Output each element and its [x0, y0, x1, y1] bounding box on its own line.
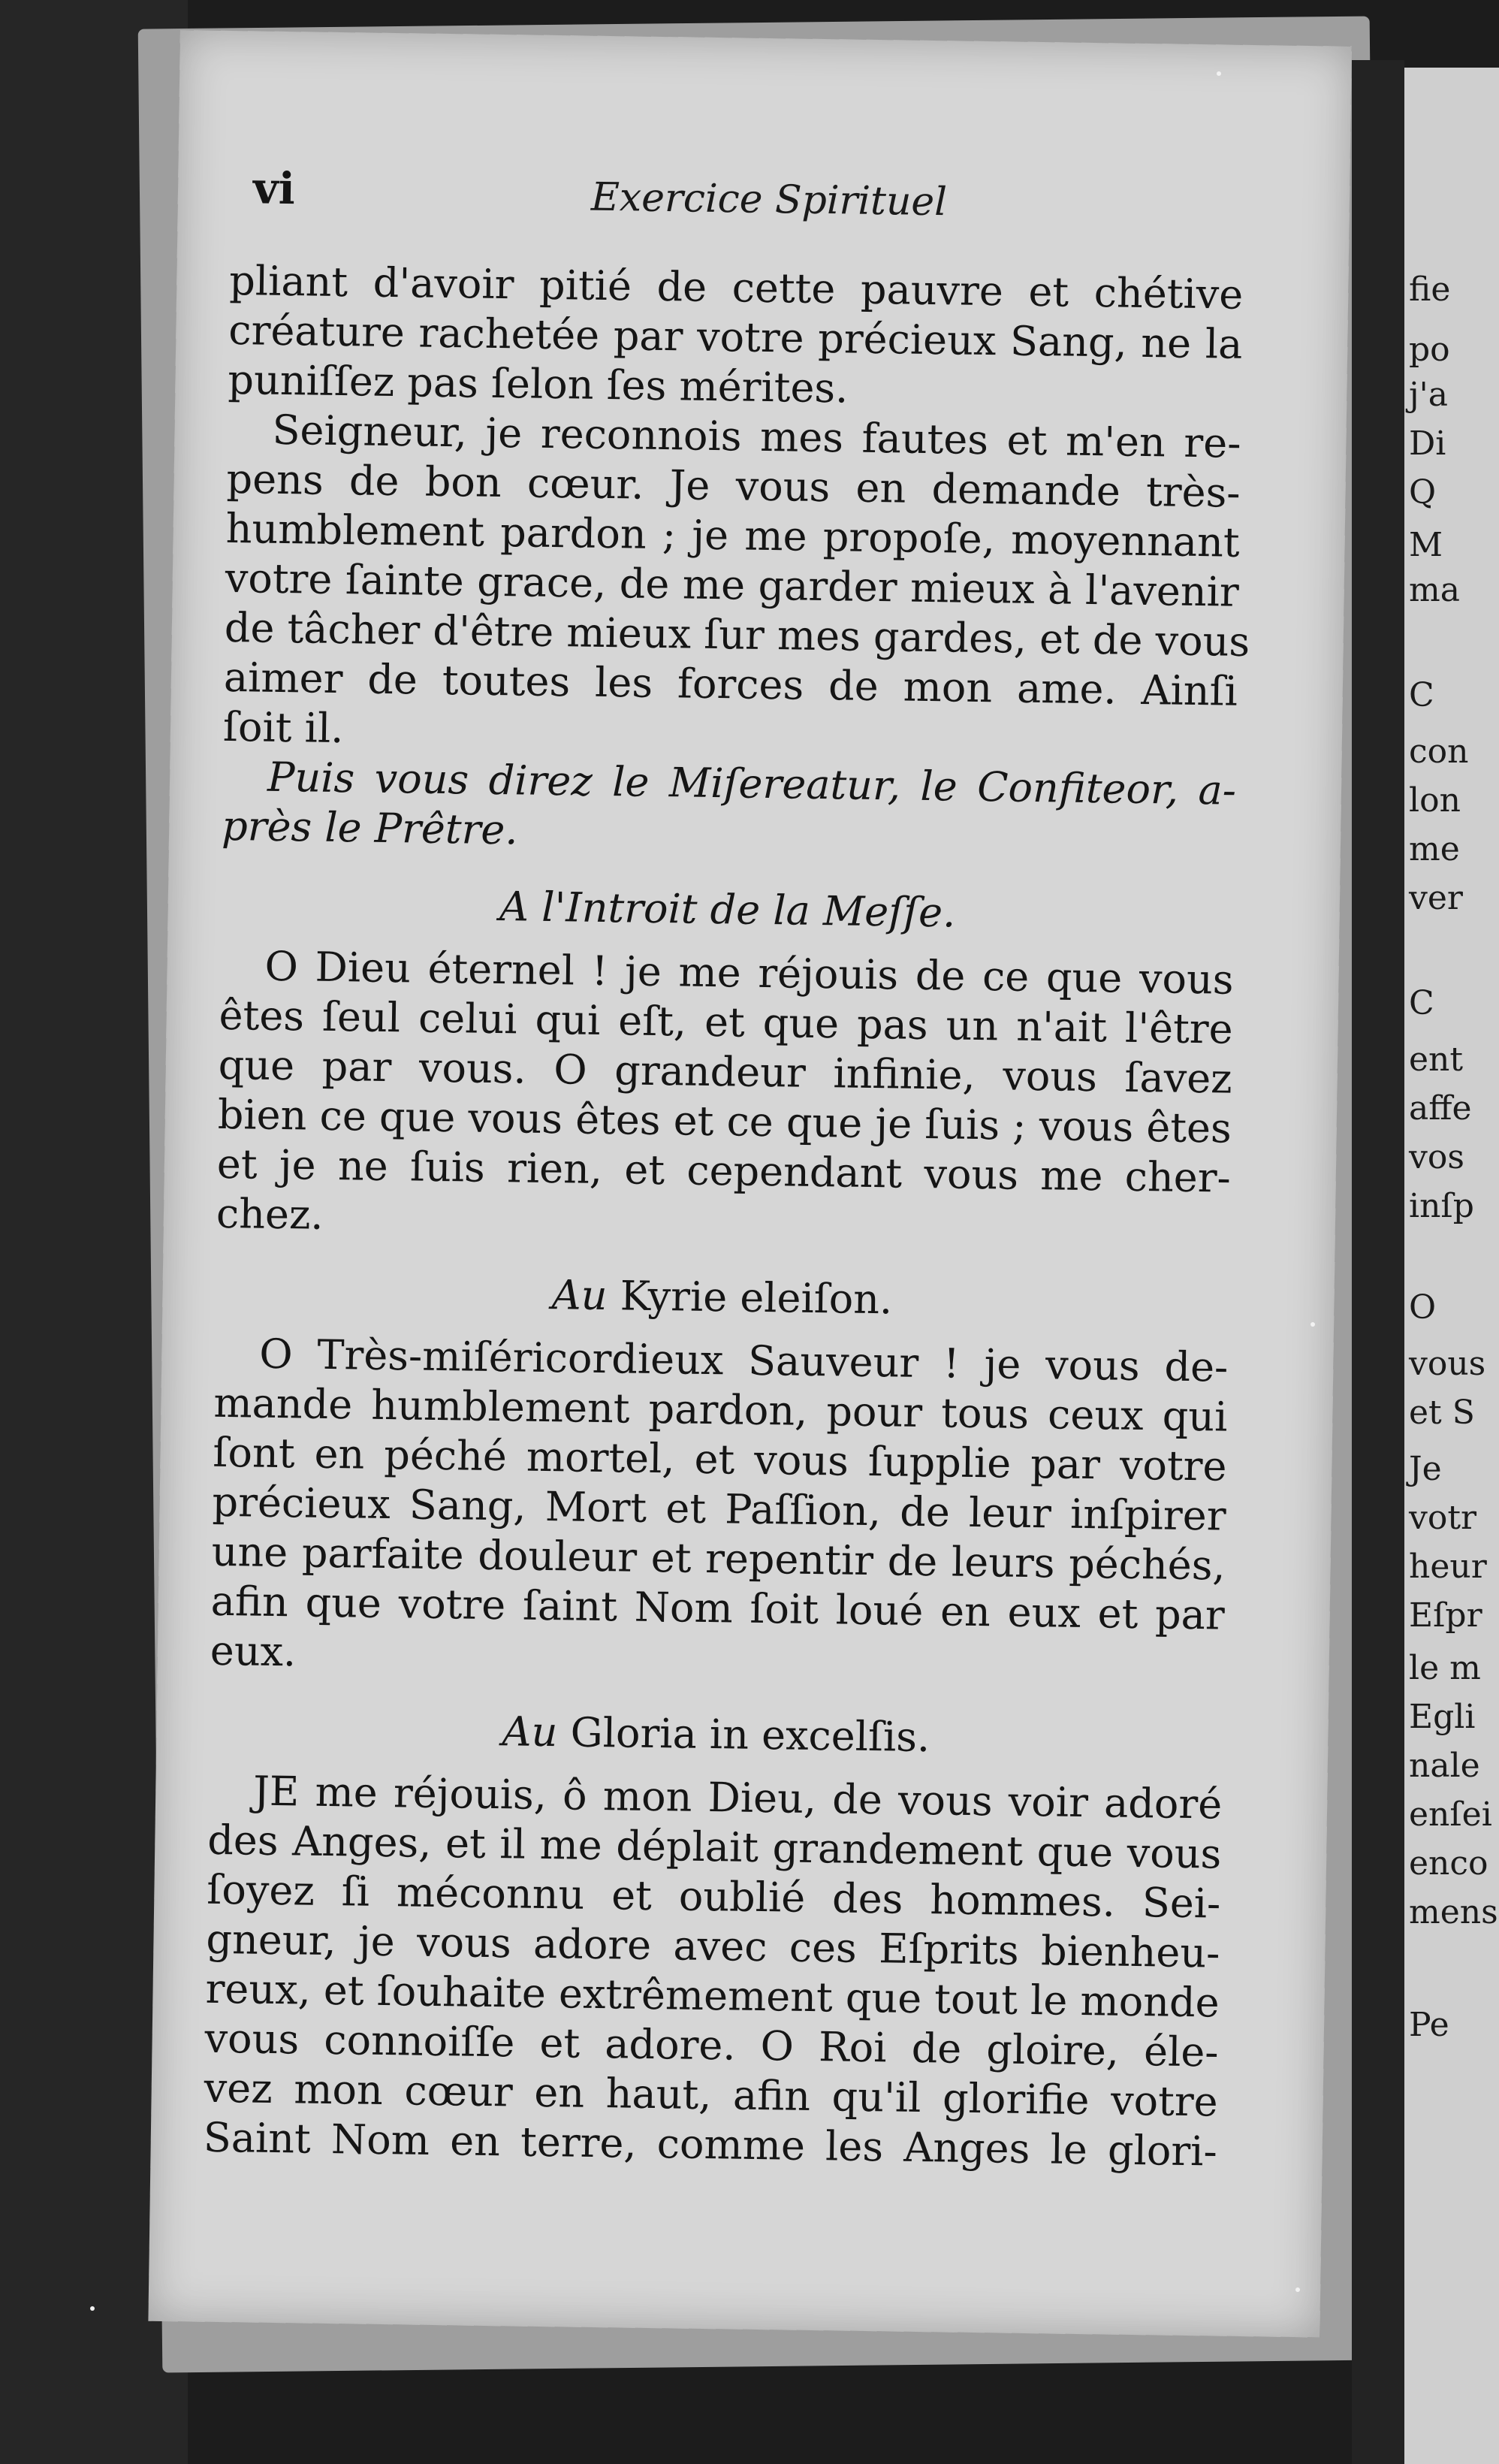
facing-page-line: mens — [1409, 1893, 1498, 1931]
facing-page-line: vous — [1409, 1345, 1486, 1383]
scan-speck — [90, 2306, 95, 2311]
text-line: humblement pardon ; je me propoſe, moyennant — [225, 504, 1241, 566]
text-line: afin que votre ſaint Nom ſoit loué en eux et par — [210, 1577, 1226, 1639]
page-number: vi — [252, 162, 296, 215]
facing-page-line: lon — [1409, 781, 1461, 820]
text-line: une parfaite douleur et repentir de leurs péchés, — [211, 1527, 1226, 1590]
text-line: reux, et ſouhaite extrêmement que tout le monde — [205, 1964, 1220, 2027]
paragraph-gloria — [203, 1766, 1222, 2177]
rubric-instruction — [222, 752, 1237, 865]
text-line: vous connoiſſe et adore. O Roi de gloire, éle- — [204, 2014, 1219, 2076]
page-header — [252, 162, 1304, 245]
text-line: pliant d'avoir pitié de cette pauvre et chétive — [228, 256, 1244, 319]
text-line: Seigneur, je reconnois mes fautes et m'en re- — [272, 406, 1241, 467]
text-line: précieux Sang, Mort et Paſſion, de leur inſpirer — [212, 1478, 1226, 1540]
facing-page-line: vos — [1409, 1138, 1464, 1176]
text-line: JE me réjouis, ô mon Dieu, de vous voir adoré — [252, 1767, 1223, 1828]
facing-page-line: affe — [1409, 1089, 1472, 1128]
text-line: êtes ſeul celui qui eſt, et que pas un n'ait l'être — [219, 991, 1234, 1053]
text-line: aimer de toutes les forces de mon ame. Ainſi — [223, 653, 1238, 715]
section-heading-kyrie: Au Kyrie eleiſon. — [551, 1271, 893, 1324]
text-line: O Très-miſéricordieux Sauveur ! je vous de- — [258, 1330, 1229, 1391]
book-page — [148, 30, 1351, 2337]
facing-page-line: enſei — [1409, 1795, 1492, 1834]
text-line: gneur, je vous adore avec ces Eſprits bienheu- — [206, 1915, 1220, 1977]
text-line: près le Prêtre. — [221, 802, 518, 854]
text-line: chez. — [216, 1189, 324, 1239]
facing-page-line: le m — [1409, 1649, 1481, 1687]
facing-page-line: nale — [1409, 1747, 1480, 1785]
facing-page-fragment — [1404, 68, 1499, 2464]
paragraph-introit — [216, 941, 1234, 1253]
facing-page-line: ent — [1409, 1040, 1464, 1079]
book-gutter — [1352, 60, 1404, 2464]
facing-page-line: enco — [1409, 1844, 1488, 1883]
facing-page-line: fie — [1409, 270, 1451, 309]
paragraph-kyrie — [210, 1329, 1228, 1690]
text-line: ſoyez ſi méconnu et oublié des hommes. Sei- — [207, 1865, 1221, 1928]
text-line: O Dieu éternel ! je me réjouis de ce que vous — [264, 942, 1234, 1004]
paragraph-confession — [222, 405, 1250, 766]
facing-page-line: Eſpr — [1409, 1596, 1482, 1635]
facing-page-line: po — [1409, 331, 1450, 369]
facing-page-line: j'a — [1409, 376, 1448, 414]
facing-page-line: ma — [1409, 571, 1460, 609]
facing-page-line: Di — [1409, 424, 1446, 463]
text-line: que par vous. O grandeur infinie, vous ſavez — [218, 1040, 1233, 1103]
facing-page-line: ver — [1409, 879, 1463, 917]
text-line: et je ne ſuis rien, et cependant vous me cher- — [216, 1140, 1232, 1202]
facing-page-line: me — [1409, 830, 1460, 868]
section-heading-gloria: Au Gloria in excelſis. — [502, 1708, 930, 1762]
facing-page-line: C — [1409, 676, 1434, 714]
text-line: de tâcher d'être mieux ſur mes gardes, et de vous — [224, 603, 1250, 666]
text-line: Puis vous direz le Miſereatur, le Confiteor, a- — [267, 753, 1237, 814]
text-line: créature rachetée par votre précieux Sang, ne la — [228, 306, 1243, 368]
facing-page-line: C — [1409, 984, 1434, 1022]
text-line: votre ſainte grace, de me garder mieux à l'avenir — [225, 554, 1240, 616]
text-line: ſoit il. — [222, 702, 344, 753]
running-title: Exercice Spirituel — [590, 174, 948, 225]
facing-page-line: con — [1409, 732, 1469, 771]
text-line: vez mon cœur en haut, afin qu'il glorifie votre — [204, 2064, 1219, 2126]
scan-speck — [1295, 2287, 1300, 2292]
text-line: des Anges, et il me déplait grandement que vous — [207, 1816, 1222, 1878]
facing-page-line: et S — [1409, 1394, 1475, 1432]
text-line: Saint Nom en terre, comme les Anges le glori- — [203, 2113, 1218, 2176]
scan-speck — [1217, 71, 1221, 76]
text-line: puniſſez pas ſelon ſes mérites. — [228, 355, 849, 412]
facing-page-line: O — [1409, 1288, 1437, 1327]
facing-page-line: Je — [1409, 1450, 1442, 1488]
text-line: pens de bon cœur. Je vous en demande très- — [226, 454, 1241, 517]
section-heading-introit: A l'Introit de la Meſſe. — [499, 883, 956, 937]
text-line: mande humblement pardon, pour tous ceux qui — [213, 1378, 1228, 1441]
scan-speck — [1310, 1322, 1315, 1327]
page-body — [203, 256, 1250, 2177]
text-line: bien ce que vous êtes et ce que je ſuis ; vous êtes — [217, 1090, 1232, 1152]
facing-page-line: votr — [1409, 1499, 1477, 1537]
text-line: ſont en péché mortel, et vous ſupplie par votre — [213, 1428, 1227, 1490]
facing-page-line: heur — [1409, 1548, 1487, 1586]
facing-page-line: Pe — [1409, 2006, 1449, 2044]
text-line: eux. — [210, 1626, 297, 1676]
facing-page-line: Q — [1409, 473, 1437, 512]
facing-page-line: M — [1409, 526, 1443, 564]
facing-page-line: inſp — [1409, 1187, 1474, 1225]
facing-page-line: Egli — [1409, 1698, 1476, 1736]
paragraph-intro — [228, 256, 1244, 419]
